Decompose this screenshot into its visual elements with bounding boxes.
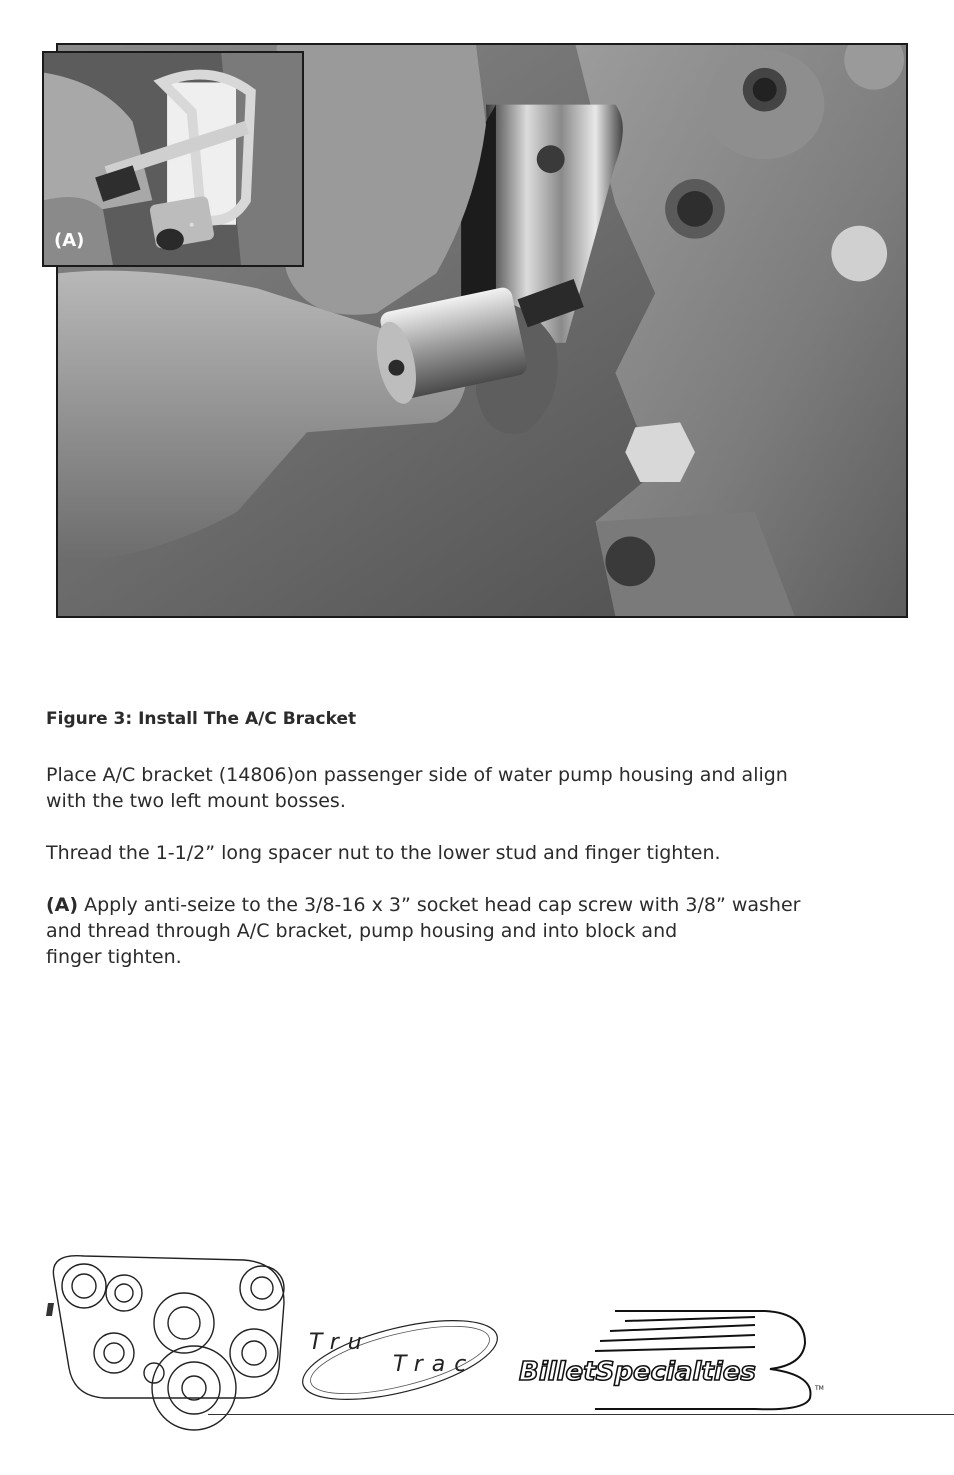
- footer-divider: [208, 1414, 954, 1415]
- paragraph-3: [46, 892, 916, 970]
- billet-specialties-wordmark: BilletSpecialties: [519, 1357, 756, 1387]
- trutrac-word-tru: Tru: [309, 1330, 371, 1355]
- paragraph-3-label: (A): [46, 894, 79, 917]
- paragraph-1-line-1: Place A/C bracket (14806)on passenger side of water pump housing and align: [46, 764, 788, 787]
- figure-title: Figure 3: Install The A/C Bracket: [46, 709, 357, 729]
- paragraph-3-line-1: [46, 892, 916, 918]
- engine-pulley-icon: [44, 1248, 294, 1433]
- inset-label: (A): [54, 230, 85, 251]
- paragraph-2: Thread the 1-1/2” long spacer nut to the lower stud and finger tighten.: [46, 842, 721, 865]
- paragraph-1: [46, 762, 916, 814]
- inset-photo: [42, 51, 304, 267]
- instructions: [46, 708, 916, 996]
- billet-specialties-logo: [515, 1303, 830, 1411]
- trutrac-logo: [295, 1310, 505, 1405]
- paragraph-1-line-2: with the two left mount bosses.: [46, 790, 346, 813]
- paragraph-3-line-1-text: Apply anti-seize to the 3/8-16 x 3” socket head cap screw with 3/8” washer: [78, 894, 801, 917]
- paragraph-3-line-3: finger tighten.: [46, 946, 182, 969]
- trutrac-word-trac: Trac: [393, 1352, 476, 1377]
- engine-drive-illustration: [44, 1248, 294, 1433]
- paragraph-3-line-2: and thread through A/C bracket, pump housing and into block and: [46, 920, 678, 943]
- trademark-mark: TM: [815, 1385, 824, 1392]
